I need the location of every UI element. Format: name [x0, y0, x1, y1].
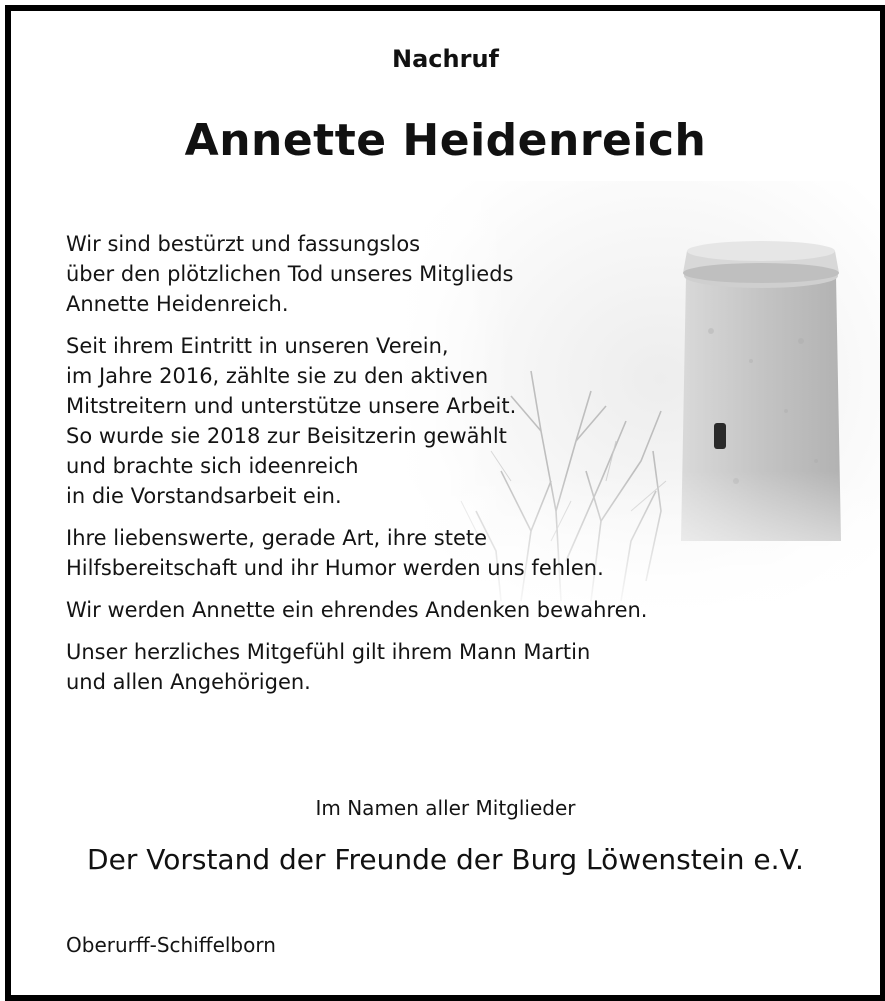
text-line: und brachte sich ideenreich [66, 454, 359, 478]
text-line: Seit ihrem Eintritt in unseren Verein, [66, 334, 449, 358]
place-name: Oberurff-Schiffelborn [66, 933, 276, 957]
text-line: im Jahre 2016, zählte sie zu den aktiven [66, 364, 489, 388]
text-line: Unser herzliches Mitgefühl gilt ihrem Mann Martin [66, 640, 591, 664]
text-line: So wurde sie 2018 zur Beisitzerin gewählt [66, 424, 507, 448]
deceased-name: Annette Heidenreich [184, 115, 707, 166]
text-line: Wir sind bestürzt und fassungslos [66, 232, 421, 256]
text-line: Ihre liebenswerte, gerade Art, ihre stete [66, 526, 488, 550]
notice-kicker: Nachruf [392, 45, 499, 73]
text-line: Mitstreitern und unterstütze unsere Arbeit. [66, 394, 517, 418]
signature-organization: Der Vorstand der Freunde der Burg Löwenstein e.V. [87, 843, 804, 876]
paragraph [66, 331, 766, 511]
obituary-text [66, 229, 766, 709]
obituary-notice [5, 5, 885, 1001]
text-line: über den plötzlichen Tod unseres Mitglieds [66, 262, 514, 286]
signature-intro: Im Namen aller Mitglieder [315, 796, 576, 820]
text-line: Wir werden Annette ein ehrendes Andenken bewahren. [66, 598, 648, 622]
paragraph [66, 637, 766, 697]
text-line: und allen Angehörigen. [66, 670, 311, 694]
paragraph [66, 229, 766, 319]
paragraph [66, 523, 766, 583]
paragraph [66, 595, 766, 625]
text-line: Hilfsbereitschaft und ihr Humor werden uns fehlen. [66, 556, 604, 580]
text-line: Annette Heidenreich. [66, 292, 289, 316]
text-line: in die Vorstandsarbeit ein. [66, 484, 342, 508]
